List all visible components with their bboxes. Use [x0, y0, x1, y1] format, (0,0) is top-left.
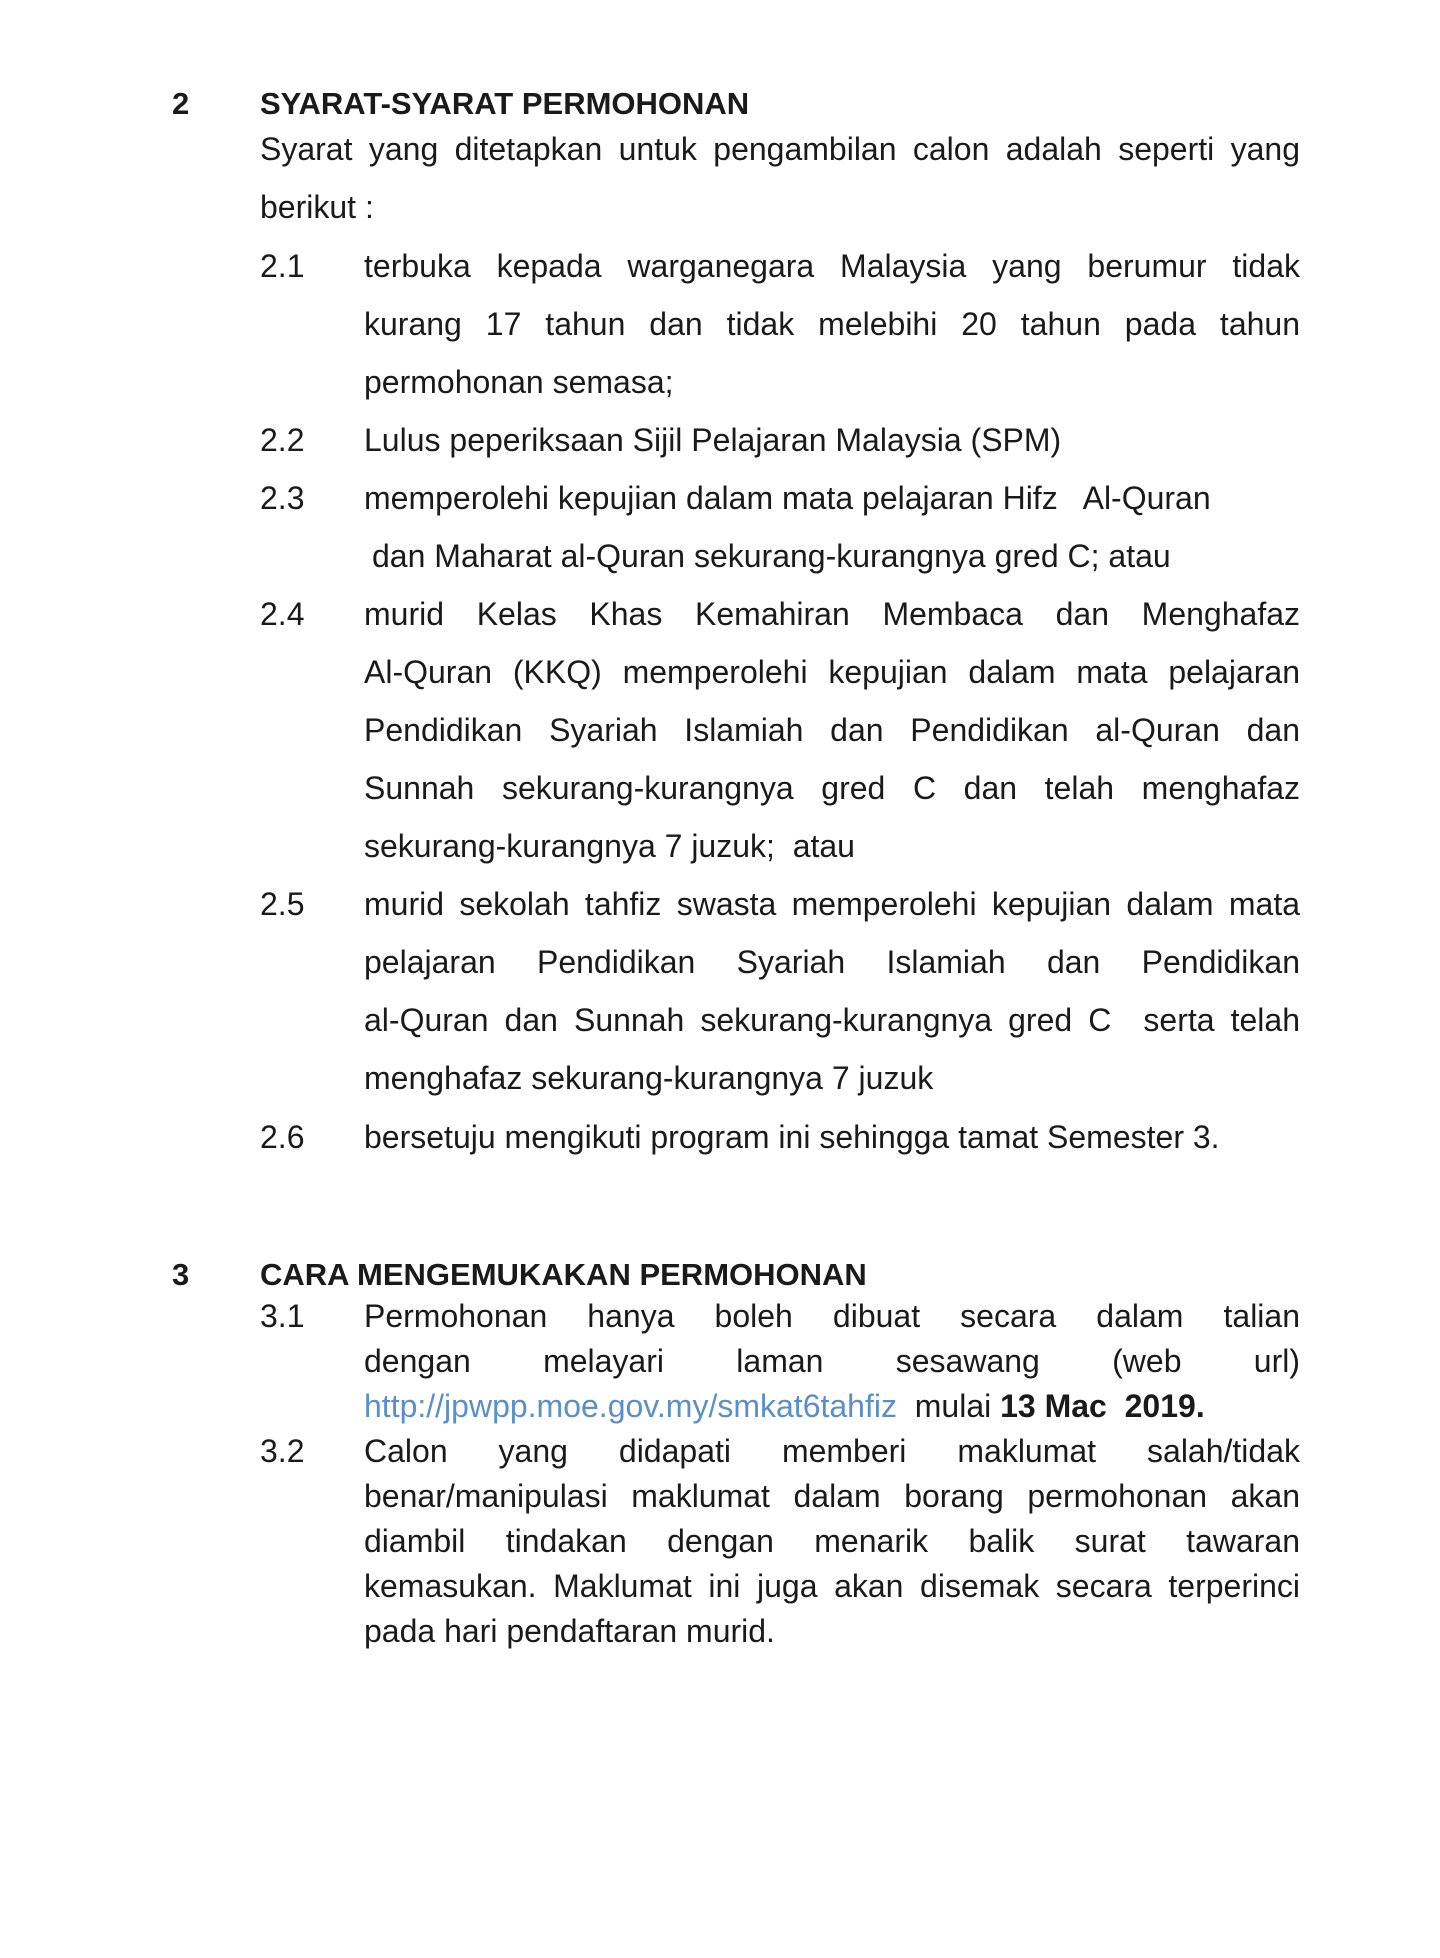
item-2-6-number: 2.6	[260, 1119, 305, 1155]
item-3-1-number: 3.1	[260, 1298, 305, 1334]
item-2-4-line-2: Al-Quran (KKQ) memperolehi kepujian dalam mata pelajaran	[364, 654, 1300, 690]
item-2-3-number: 2.3	[260, 480, 305, 516]
item-2-6-line-1: bersetuju mengikuti program ini sehingga tamat Semester 3.	[364, 1119, 1220, 1155]
item-2-5-line-1: murid sekolah tahfiz swasta memperolehi kepujian dalam mata	[364, 886, 1300, 922]
item-3-2-line-5: pada hari pendaftaran murid.	[364, 1613, 775, 1649]
item-2-5-line-2: pelajaran Pendidikan Syariah Islamiah dan Pendidikan	[364, 944, 1300, 980]
application-url-link[interactable]: http://jpwpp.moe.gov.my/smkat6tahfiz	[364, 1388, 897, 1424]
item-2-3-text	[364, 469, 1300, 585]
intro-line-2: berikut :	[260, 189, 374, 225]
item-2-2-text	[364, 411, 1300, 469]
section-2-intro	[260, 120, 1300, 236]
section-2-title: SYARAT-SYARAT PERMOHONAN	[260, 86, 750, 121]
section-3-title: CARA MENGEMUKAKAN PERMOHONAN	[260, 1257, 867, 1292]
item-3-2-line-1: Calon yang didapati memberi maklumat salah/tidak	[364, 1433, 1300, 1469]
start-date: 13 Mac 2019.	[1000, 1388, 1205, 1424]
item-2-2-number: 2.2	[260, 422, 305, 458]
item-3-1-line-1: Permohonan hanya boleh dibuat secara dalam talian	[364, 1298, 1300, 1334]
item-2-5-line-3: al-Quran dan Sunnah sekurang-kurangnya gred C serta telah	[364, 1002, 1300, 1038]
intro-line-1: Syarat yang ditetapkan untuk pengambilan calon adalah seperti yang	[260, 131, 1300, 167]
start-label: mulai	[914, 1388, 992, 1424]
item-3-2-line-2: benar/manipulasi maklumat dalam borang permohonan akan	[364, 1478, 1300, 1514]
item-3-2-number: 3.2	[260, 1433, 305, 1469]
item-2-4-line-1: murid Kelas Khas Kemahiran Membaca dan Menghafaz	[364, 596, 1300, 632]
item-3-1-text	[364, 1294, 1300, 1429]
section-2-number: 2	[172, 86, 190, 121]
item-2-1-text	[364, 237, 1300, 411]
item-2-4-line-3: Pendidikan Syariah Islamiah dan Pendidikan al-Quran dan	[364, 712, 1300, 748]
item-3-1-line-3	[364, 1384, 1300, 1429]
item-2-3-line-2: dan Maharat al-Quran sekurang-kurangnya gred C; atau	[372, 538, 1171, 574]
section-3-number: 3	[172, 1257, 190, 1292]
item-3-2-line-4: kemasukan. Maklumat ini juga akan disemak secara terperinci	[364, 1568, 1300, 1604]
item-3-2-text	[364, 1429, 1300, 1654]
item-2-6-text	[364, 1108, 1300, 1166]
item-2-5-number: 2.5	[260, 886, 305, 922]
item-2-5-line-4: menghafaz sekurang-kurangnya 7 juzuk	[364, 1060, 934, 1096]
item-2-5-text	[364, 875, 1300, 1107]
item-2-1-line-2: kurang 17 tahun dan tidak melebihi 20 tahun pada tahun	[364, 306, 1300, 342]
item-2-4-text	[364, 585, 1300, 875]
item-2-4-line-5: sekurang-kurangnya 7 juzuk; atau	[364, 828, 855, 864]
item-2-2-line-1: Lulus peperiksaan Sijil Pelajaran Malaysia (SPM)	[364, 422, 1062, 458]
item-2-4-line-4: Sunnah sekurang-kurangnya gred C dan telah menghafaz	[364, 770, 1300, 806]
item-2-1-number: 2.1	[260, 248, 305, 284]
item-2-4-number: 2.4	[260, 596, 305, 632]
item-3-2-line-3: diambil tindakan dengan menarik balik surat tawaran	[364, 1523, 1300, 1559]
item-2-1-line-1: terbuka kepada warganegara Malaysia yang berumur tidak	[364, 248, 1300, 284]
item-2-3-line-1: memperolehi kepujian dalam mata pelajaran Hifz Al-Quran	[364, 480, 1211, 516]
item-3-1-line-2: dengan melayari laman sesawang (web url)	[364, 1343, 1300, 1379]
item-2-1-line-3: permohonan semasa;	[364, 364, 674, 400]
